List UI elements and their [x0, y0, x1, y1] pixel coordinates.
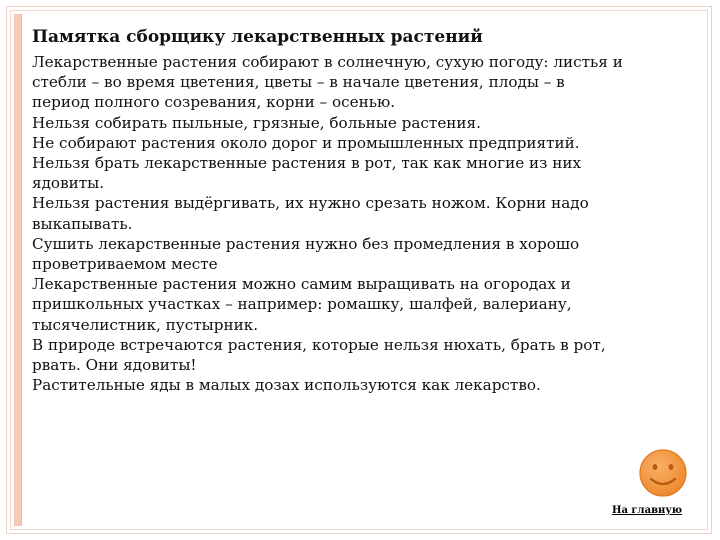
body-line: ядовиты.: [32, 174, 105, 193]
body-line: Лекарственные растения собирают в солнечную, сухую погоду: листья и: [32, 53, 623, 71]
body-line: период полного созревания, корни – осенью.: [32, 93, 396, 112]
home-link[interactable]: На главную: [612, 505, 682, 516]
body-line: рвать. Они ядовиты!: [32, 356, 197, 375]
body-line: Нельзя растения выдёргивать, их нужно срезать ножом. Корни надо: [32, 194, 589, 213]
body-line: Не собирают растения около дорог и промышленных предприятий.: [32, 133, 580, 152]
body-line: Растительные яды в малых дозах используются как лекарство.: [32, 376, 541, 395]
body-line: тысячелистник, пустырник.: [32, 315, 259, 334]
slide-body: [32, 52, 672, 395]
smiley-face-icon[interactable]: [638, 448, 688, 498]
body-line: Нельзя собирать пыльные, грязные, больные растения.: [32, 113, 481, 132]
body-line: выкапывать.: [32, 214, 133, 233]
body-line: В природе встречаются растения, которые нельзя нюхать, брать в рот,: [32, 335, 606, 354]
body-line: Лекарственные растения можно самим выращивать на огородах и: [32, 275, 571, 294]
body-line: стебли – во время цветения, цветы – в начале цветения, плоды – в: [32, 73, 565, 92]
body-line: Нельзя брать лекарственные растения в рот, так как многие из них: [32, 154, 582, 173]
slide-side-band: [14, 14, 21, 526]
body-line: проветриваемом месте: [32, 255, 218, 274]
body-line: пришкольных участках – например: ромашку, шалфей, валериану,: [32, 295, 572, 314]
slide-side-band-line: [21, 14, 22, 526]
slide-content: [32, 26, 672, 395]
slide-title: Памятка сборщику лекарственных растений: [32, 27, 483, 47]
body-line: Сушить лекарственные растения нужно без промедления в хорошо: [32, 234, 580, 253]
